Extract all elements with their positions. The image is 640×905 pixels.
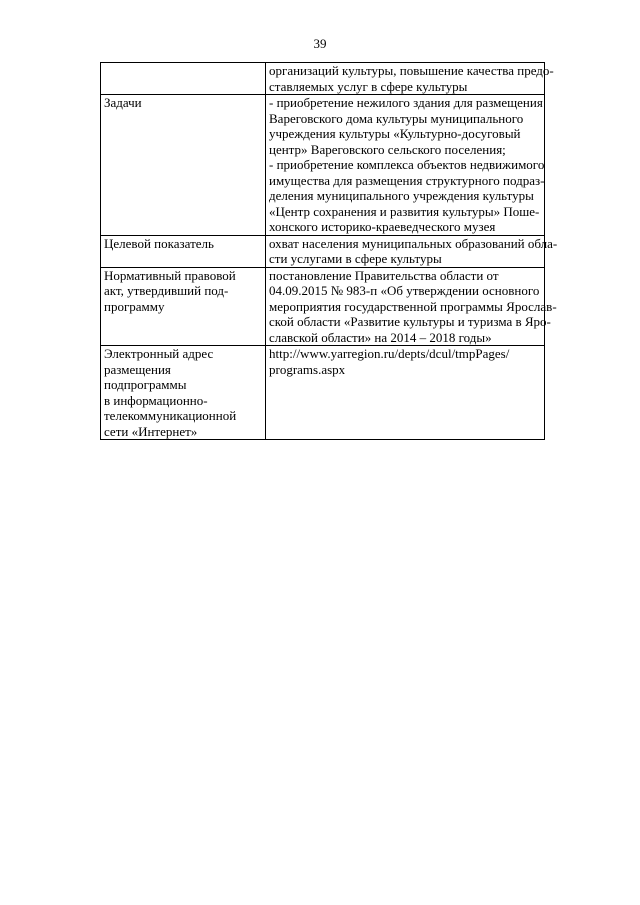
subprogram-passport-table — [100, 62, 558, 440]
value-line: - приобретение нежилого здания для размещения — [269, 95, 543, 110]
label-line: подпрограммы — [104, 377, 187, 392]
label-line: Электронный адрес — [104, 346, 214, 361]
page-number: 39 — [313, 36, 327, 51]
value-line: деления муниципального учреждения культуры — [269, 188, 534, 203]
label-line: Задачи — [104, 95, 142, 110]
value-line: 04.09.2015 № 983-п «Об утверждении основного — [269, 283, 540, 298]
value-line: славской области» на 2014 – 2018 годы» — [269, 329, 492, 345]
value-line: сти услугами в сфере культуры — [269, 251, 442, 266]
table-row-normative-act — [101, 267, 545, 346]
label-line: акт, утвердивший под- — [104, 283, 229, 298]
url-line: programs.aspx — [269, 361, 346, 377]
label-line: размещения — [104, 361, 171, 377]
url-line: http://www.yarregion.ru/depts/dcul/tmpPages/ — [269, 346, 510, 361]
row-value-cell — [266, 63, 554, 95]
value-line: «Центр сохранения и развития культуры» Поше- — [269, 203, 540, 219]
table-row-goal-continuation — [101, 63, 545, 95]
value-line: мероприятия государственной программы Ярослав- — [269, 298, 557, 314]
value-line: постановление Правительства области от — [269, 267, 499, 283]
row-value-cell — [266, 235, 558, 267]
row-label-cell — [101, 267, 266, 346]
value-line: охват населения муниципальных образований обла- — [269, 235, 558, 251]
label-line: программу — [104, 298, 165, 314]
value-line: Вареговского дома культуры муниципального — [269, 110, 524, 126]
row-label-cell — [101, 346, 266, 440]
value-line: ставляемых услуг в сфере культуры — [269, 78, 468, 94]
table-row-target-indicator — [101, 235, 545, 267]
value-line: имущества для размещения структурного подраз- — [269, 172, 545, 188]
value-line: центр» Вареговского сельского поселения; — [269, 141, 506, 157]
row-label-cell — [101, 63, 266, 95]
label-line: в информационно- — [104, 392, 208, 408]
table-row-internet-address — [101, 346, 545, 440]
label-line: Нормативный правовой — [104, 267, 236, 283]
row-value-cell — [266, 346, 545, 440]
row-label-cell — [101, 235, 266, 267]
label-line: телекоммуникационной — [104, 408, 237, 423]
value-line: учреждения культуры «Культурно-досуговый — [269, 126, 521, 141]
table-row-tasks — [101, 95, 545, 236]
value-line: - приобретение комплекса объектов недвижимого — [269, 157, 545, 172]
row-value-cell — [266, 95, 545, 236]
value-line: хонского историко-краеведческого музея — [269, 219, 496, 234]
value-line: организаций культуры, повышение качества предо- — [269, 63, 554, 78]
row-label-cell — [101, 95, 266, 236]
label-line: сети «Интернет» — [104, 423, 198, 439]
value-line: ской области «Развитие культуры и туризма в Яро- — [269, 314, 551, 329]
row-value-cell — [266, 267, 557, 346]
label-line: Целевой показатель — [104, 235, 214, 251]
